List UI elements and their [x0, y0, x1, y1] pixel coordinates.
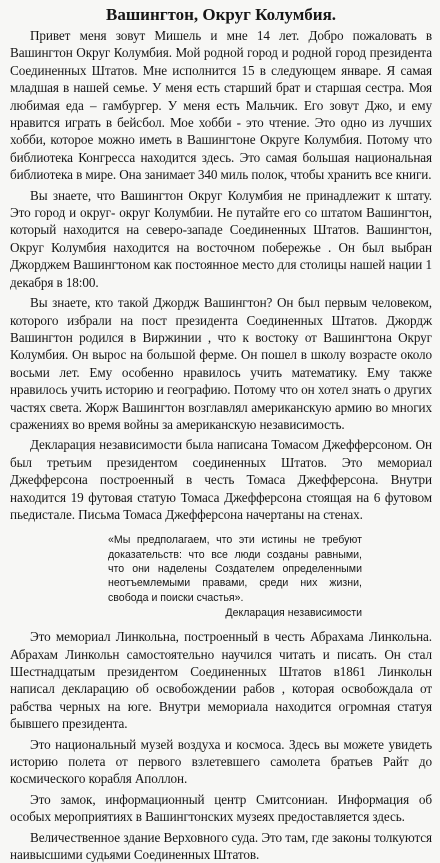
- declaration-quote: [108, 533, 362, 620]
- document-title: Вашингтон, Округ Колумбия.: [105, 5, 337, 24]
- quote-source: Декларация независимости: [225, 606, 362, 619]
- paragraph-supreme-court: Величественное здание Верховного суда. Это там, где законы толкуются наивысшими судьями Соединенных Штатов.: [10, 829, 432, 863]
- paragraph-air-space-museum: Это национальный музей воздуха и космоса. Здесь вы можете увидеть историю полета от первого взлетевшего самолета братьев Райт до космического корабля Аполлон.: [10, 736, 432, 787]
- paragraph-intro: Привет меня зовут Мишель и мне 14 лет. Добро пожаловать в Вашингтон Округ Колумбия. Мой родной город и родной город президента Соединенных Штатов. Мне исполнится 15 в следующем январе. Я самая младшая в нашей семье. У меня есть старший брат и старшая сестра. Моя любимая еда – гамбургер. У меня есть Мальчик. Его зовут Джо, и ему нравится играть в бейсбол. Мое хобби - это чтение. Это одно из лучших хобби, которое можно иметь в Вашингтоне Округе Колумбия. Потому что библиотека Конгресса находится здесь. Это самая большая национальная библиотека в мире. Она занимает 340 миль полок, чтобы хранить все книги.: [10, 28, 432, 183]
- quote-text: «Мы предполагаем, что эти истины не требуют доказательств: что все люди созданы равными, что они наделены Создателем определенными неотъемлемыми правами, среди них жизни, свобода и поиски счастья».: [108, 534, 362, 604]
- paragraph-jefferson: Декларация независимости была написана Томасом Джефферсоном. Он был третьим президентом соединенных Штатов. Это мемориал Джефферсона построенный в честь Томаса Джефферсона. Внутри находится 19 футовая статую Томаса Джефферсона стоящая на 6 футовом пьедистале. Письма Томаса Джефферсона начертаны на стенах.: [10, 437, 432, 522]
- paragraph-smithsonian-castle: Это замок, информационный центр Смитсониан. Информация об особых мероприятиях в Вашингтонских музеях предоставляется здесь.: [10, 791, 432, 825]
- paragraph-lincoln: Это мемориал Линкольна, построенный в честь Абрахама Линкольна. Абрахам Линкольн самостоятельно научился читать и писать. Он стал Шестнадцатым президентом Соединенных Штатов в1861 Линкольн написал декларацию об освобождении рабов , которая освобождала от рабства черных на юге. Внутри мемориала находится огромная статуя бывшего президента.: [10, 629, 432, 732]
- paragraph-george-washington: Вы знаете, кто такой Джордж Вашингтон? Он был первым человеком, которого избрали на пост президента Соединенных Штатов. Джордж Вашингтон родился в Виржинии , что к востоку от Вашингтона Округ Колумбия. Он вырос на большой ферме. Он пошел в школу возрасте около восьми лет. Ему особенно нравилось учить математику. Ему также нравилось учить историю и географию. Потому что он хотел знать о других частях света. Жорж Вашингтон возглавлял американскую армию во многих сражениях во время войны за американскую независимость.: [10, 295, 432, 432]
- paragraph-dc-not-state: Вы знаете, что Вашингтон Округ Колумбия не принадлежит к штату. Это город и округ- округ Колумбии. Не путайте его со штатом Вашингтон, который находится на северо-западе Соединенных Штатов. Вашингтон, Округ Колумбия находится на восточном побережье . Он был выбран Джорджем Вашингтоном как постоянное место для столицы нашей нации 1 декабря в 18:00.: [10, 187, 432, 290]
